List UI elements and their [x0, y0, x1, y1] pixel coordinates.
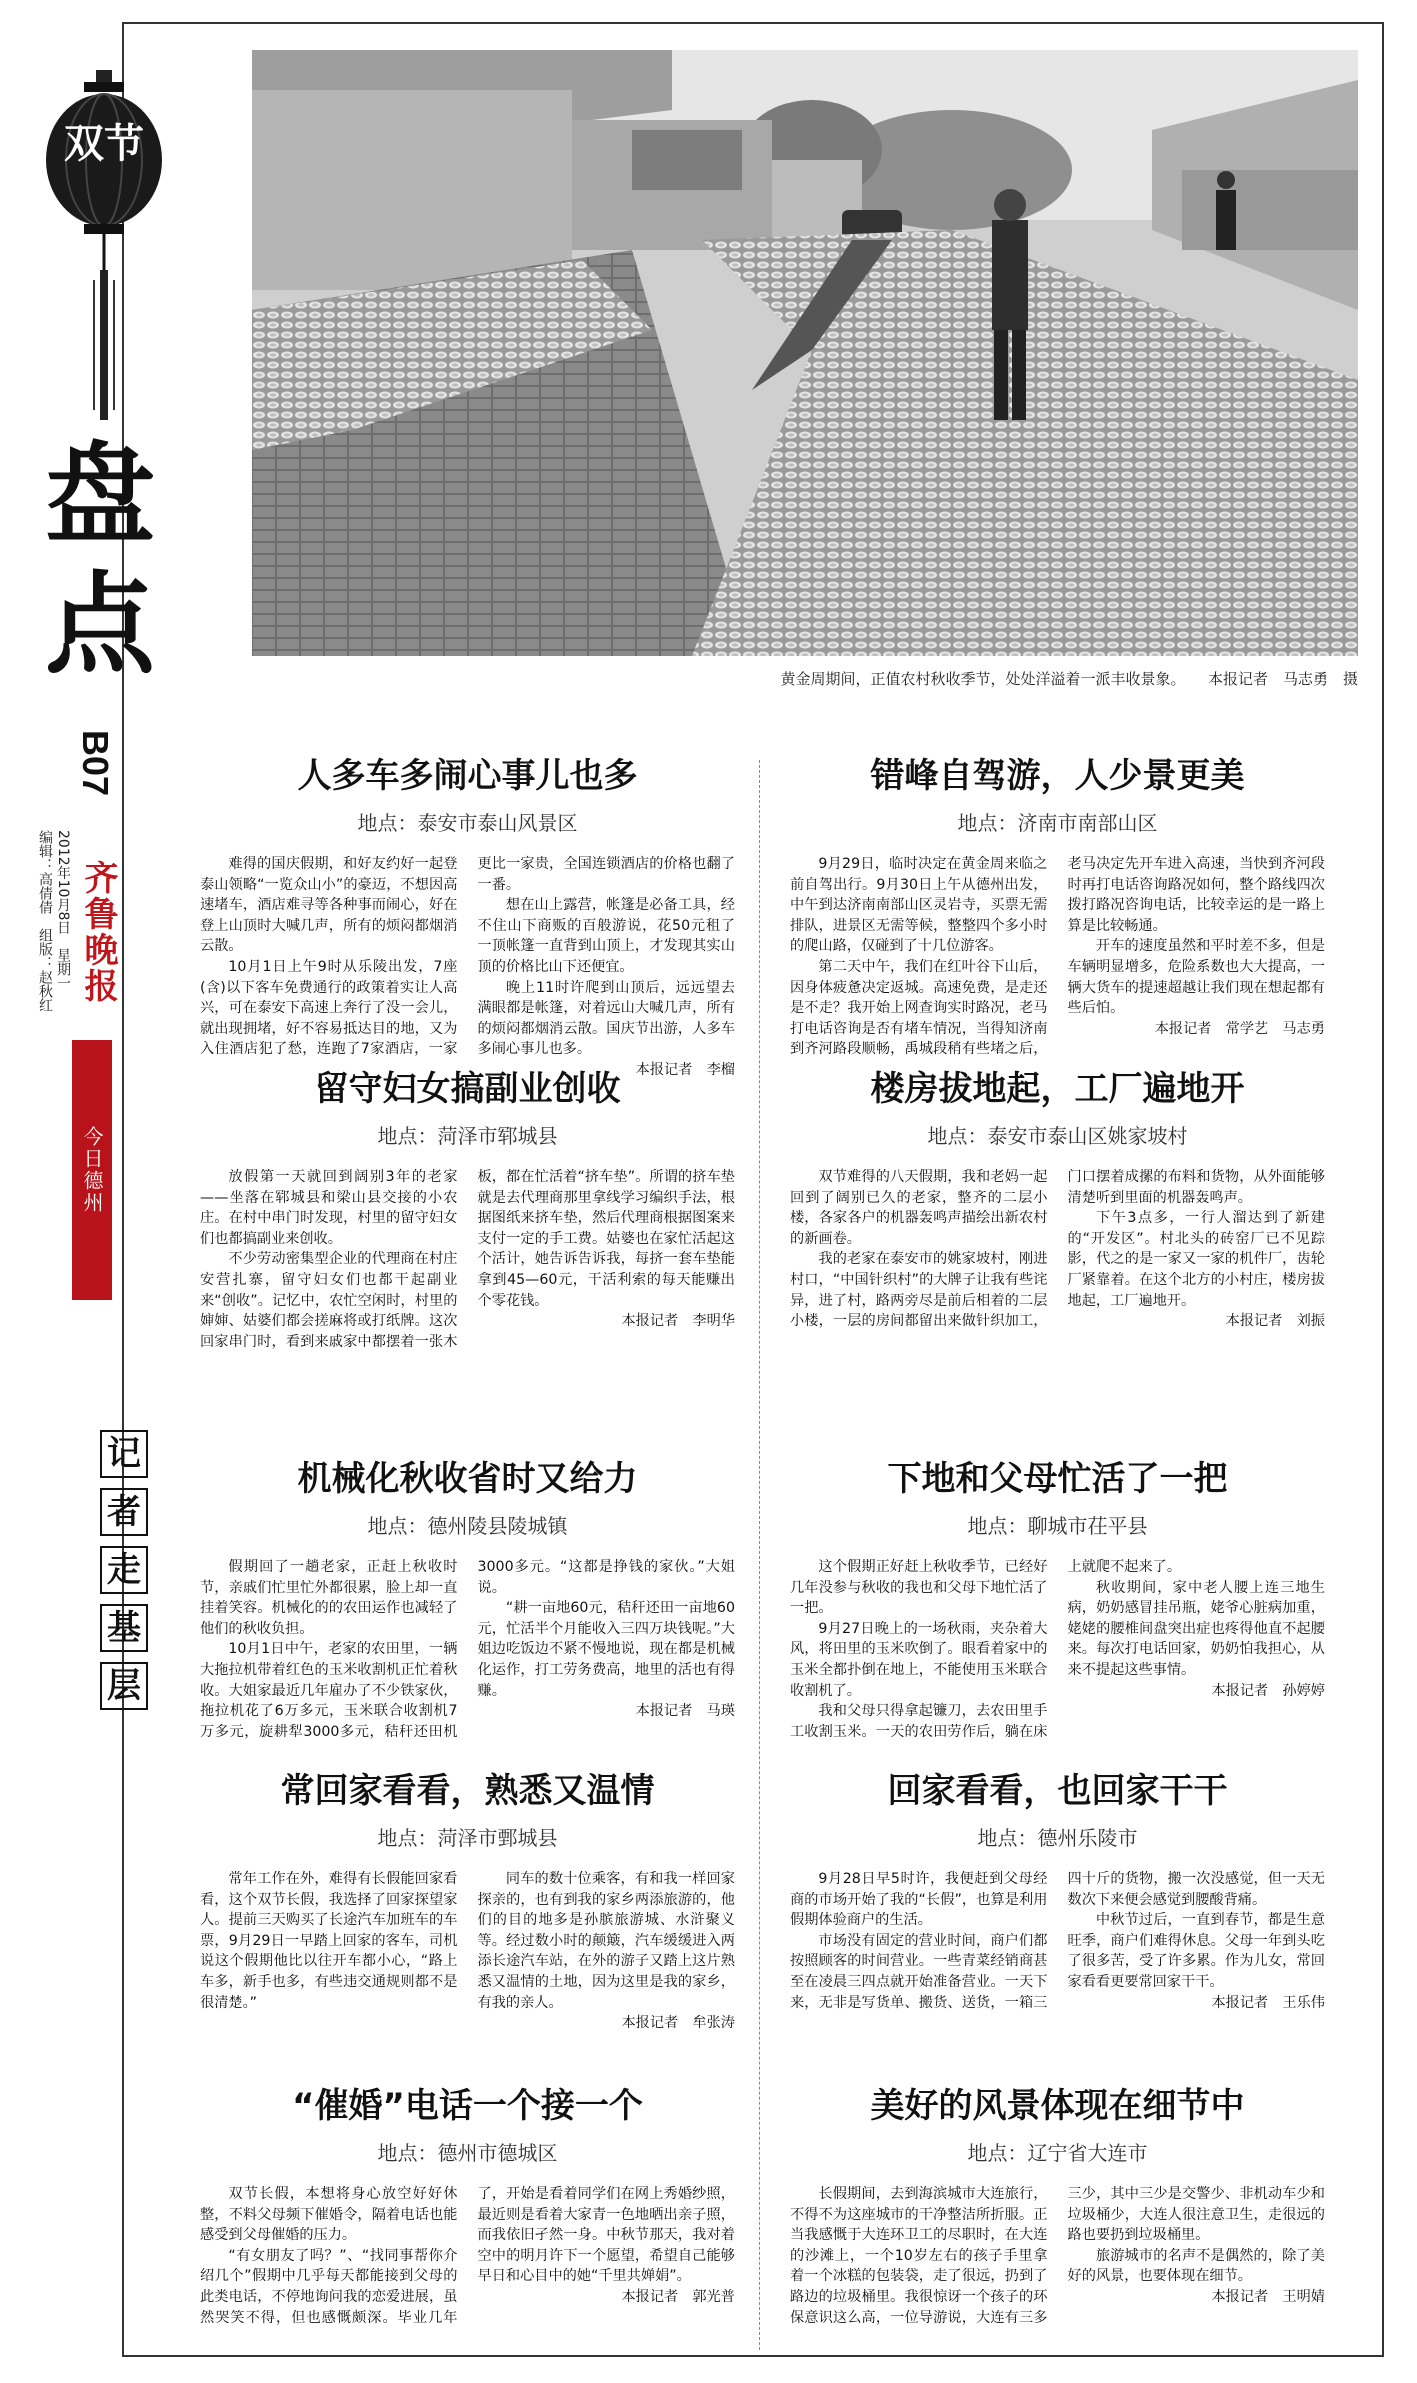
article-byline: 本报记者 郭光普 [621, 2288, 735, 2305]
article-paragraph: 9月28日早5时许，我便赶到父母经商的市场开始了我的“长假”，也算是利用假期体验商户的生活。 [790, 1871, 1048, 1929]
article-body [790, 1557, 1325, 1742]
article-location: 地点：德州陵县陵城镇 [367, 1514, 568, 1538]
brand-logo: 齐鲁晚报 [78, 860, 118, 1004]
article-paragraph: 我和父母只得拿起镰刀，去农田里手工收割玉米。一天的农田劳作后，躺在床上就爬不起来了。 [790, 1559, 1182, 1740]
column-title-char: 走 [100, 1546, 148, 1594]
article-title: 机械化秋收省时又给力 [297, 1459, 638, 1499]
date-line: 2012年10月8日 星期一 [55, 830, 71, 991]
article-paragraph: 放假第一天就回到阔别3年的老家——坐落在郓城县和梁山县交接的小农庄。在村中串门时发现，村里的留守妇女们也都搞副业来创收。 [200, 1169, 458, 1247]
article-body [790, 1869, 1325, 2013]
article-title: 留守妇女搞副业创收 [314, 1069, 621, 1109]
harvest-photo [252, 50, 1358, 656]
article-1 [790, 755, 1325, 1060]
article-body [790, 1167, 1325, 1332]
article-paragraph: 常年工作在外，难得有长假能回家看看，这个双节长假，我选择了回家探望家人。提前三天购买了长途汽车加班车的车票，9月29日一早踏上回家的客车，司机说这个假期他比以往开车都小心，“路上车多，新手也多，有些违交通规则都不是很清楚。” [200, 1871, 458, 2011]
article-location: 地点：菏泽市鄄城县 [377, 1826, 558, 1850]
photo-caption: 黄金周期间，正值农村秋收季节，处处洋溢着一派丰收景象。 本报记者 马志勇 摄 [780, 670, 1358, 688]
article-location: 地点：济南市南部山区 [957, 811, 1158, 835]
article-byline: 本报记者 常学艺 马志勇 [1154, 1020, 1325, 1037]
article-3 [790, 1068, 1325, 1332]
article-paragraph: 这个假期正好赶上秋收季节，已经好几年没参与秋收的我也和父母下地忙活了一把。 [790, 1559, 1048, 1617]
article-body [200, 2184, 735, 2328]
article-paragraph: 中秋节过后，一直到春节，都是生意旺季，商户们难得休息。父母一年到头吃了很多苦，受了许多累。作为儿女，常回家看看更要常回家干干。 [1067, 1912, 1325, 1990]
article-location: 地点：聊城市茌平县 [967, 1514, 1148, 1538]
article-title: 楼房拔地起，工厂遍地开 [870, 1069, 1245, 1109]
column-title [100, 1430, 150, 1720]
article-title: 下地和父母忙活了一把 [887, 1459, 1228, 1499]
article-body [790, 2184, 1325, 2328]
article-paragraph: 假期回了一趟老家，正赶上秋收时节，亲戚们忙里忙外都很累，脸上却一直挂着笑容。机械化的的农田运作也减轻了他们的秋收负担。 [200, 1559, 458, 1637]
editor-line: 编辑：高倩倩 组版：赵秋红 [37, 830, 53, 1012]
article-paragraph: 9月29日，临时决定在黄金周来临之前自驾出行。9月30日上午从德州出发，中午到达济南南部山区灵岩寺，买票无需排队，进景区无需等候，整整四个多小时的爬山路，仅碰到了十几位游客。 [790, 856, 1048, 955]
article-title: 人多车多闹心事儿也多 [297, 756, 638, 796]
article-title: 美好的风景体现在细节中 [870, 2086, 1245, 2126]
article-paragraph: 不少劳动密集型企业的代理商在村庄安营扎寨，留守妇女们也都干起副业来“创收”。记忆中，农忙空闲时，村里的婶婶、姑婆们都会搓麻将或打纸牌。这次回家串门时，看到来戚家中都摆着一张木板，都在忙活着“挤车垫”。所谓的挤车垫就是去代理商那里拿线学习编织手法，根据图纸来挤车垫，然后代理商根据图案来支付一定的手工费。姑婆也在家忙活起这个活计，她告诉告诉我，每挤一套车垫能拿到45—60元，干活利索的每天能赚出个零花钱。 [200, 1169, 735, 1350]
article-paragraph: “耕一亩地60元，秸秆还田一亩地60元，忙活半个月能收入三四万块钱呢。”大姐边吃饭边不紧不慢地说，现在都是机械化运作，打工劳务费高，地里的活也有得赚。 [477, 1600, 735, 1699]
article-5 [790, 1458, 1325, 1742]
article-paragraph: 下午3点多，一行人溜达到了新建的“开发区”。村北头的砖窑厂已不见踪影，代之的是一家又一家的机件厂，齿轮厂紧靠着。在这个北方的小村庄，楼房拔地起，工厂遍地开。 [1067, 1210, 1325, 1309]
article-paragraph: 秋收期间，家中老人腰上连三地生病，奶奶感冒挂吊瓶，姥爷心脏病加重，姥姥的腰椎间盘突出症也疼得他直不起腰来。每次打电话回家，奶奶怕我担心，从来不提起这些事情。 [1067, 1579, 1325, 1678]
article-title: “催婚”电话一个接一个 [292, 2086, 643, 2126]
column-title-char: 者 [100, 1488, 148, 1536]
article-title: 回家看看，也回家干干 [887, 1771, 1228, 1811]
article-byline: 本报记者 牟张涛 [621, 2015, 735, 2032]
article-byline: 本报记者 王乐伟 [1211, 1994, 1325, 2011]
article-paragraph: 第二天中午，我们在红叶谷下山后，因身体疲惫决定返城。高速免费，是走还是不走？我开始上网查询实时路况，老马打电话咨询是否有堵车情况，当得知济南到齐河路段顺畅，禹城段稍有些堵之后，老马决定先开车进入高速，当快到齐河段时再打电话咨询路况如何，整个路线四次拨打路况咨询电话，比较幸运的是一路上算是比较畅通。 [790, 856, 1325, 1058]
article-location: 地点：德州乐陵市 [977, 1826, 1138, 1850]
article-title: 常回家看看，熟悉又温情 [280, 1771, 655, 1811]
article-byline: 本报记者 马瑛 [635, 1703, 735, 1720]
section-title: 盘点 [45, 430, 155, 689]
article-paragraph: 旅游城市的名声不是偶然的，除了美好的风景，也要体现在细节。 [1067, 2247, 1325, 2285]
article-location: 地点：菏泽市郓城县 [377, 1124, 558, 1148]
lantern-text: 双节 [64, 120, 144, 167]
page-number: B07 [75, 730, 116, 797]
article-byline: 本报记者 王明婧 [1211, 2288, 1325, 2305]
article-paragraph: 长假期间，去到海滨城市大连旅行，不得不为这座城市的干净整洁所折服。正当我感慨于大连环卫工的尽职时，在大连的沙滩上，一个10岁左右的孩子手里拿着一个冰糕的包装袋，走了很远，扔到了路边的垃圾桶里。我很惊讶一个孩子的环保意识这么高，一位导游说，大连有三多三少，其中三少是交警少、非机动车少和垃圾桶少，大连人很注意卫生，走很远的路也要扔到垃圾桶里。 [790, 2186, 1325, 2326]
article-paragraph: “有女朋友了吗？”、“找同事帮你介绍几个”假期中几乎每天都能接到父母的此类电话，不停地询问我的恋爱进展，虽然哭笑不得，但也感慨颇深。毕业几年了，开始是看着同学们在网上秀婚纱照，最近则是看着大家青一色地晒出亲子照，而我依旧孑然一身。中秋节那天，我对着空中的明月许下一个愿望，希望自己能够早日和心目中的她“千里共婵娟”。 [200, 2186, 735, 2326]
column-title-char: 基 [100, 1604, 148, 1652]
article-body [200, 1869, 735, 2034]
article-paragraph: 开车的速度虽然和平时差不多，但是车辆明显增多，危险系数也大大提高，一辆大货车的提速超越让我们现在想起都有些后怕。 [1067, 938, 1325, 1017]
article-title: 错峰自驾游，人少景更美 [870, 756, 1245, 796]
article-location: 地点：德州市德城区 [377, 2141, 558, 2165]
article-paragraph: 双节难得的八天假期，我和老妈一起回到了阔别已久的老家，整齐的二层小楼，各家各户的机器轰鸣声描绘出新农村的新画卷。 [790, 1169, 1048, 1247]
article-2 [200, 1068, 735, 1352]
article-0 [200, 755, 735, 1081]
article-paragraph: 我的老家在泰安市的姚家坡村，刚进村口，“中国针织村”的大牌子让我有些诧异，进了村，路两旁尽是前后相着的二层小楼，一层的房间都留出来做针织加工，门口摆着成摞的布料和货物，从外面能够清楚听到里面的机器轰鸣声。 [790, 1169, 1325, 1330]
article-6 [200, 1770, 735, 2034]
article-byline: 本报记者 李榴 [635, 1061, 735, 1078]
article-paragraph: 10月1日中午，老家的农田里，一辆大拖拉机带着红色的玉米收割机正忙着秋收。大姐家最近几年雇办了不少铁家伙，拖拉机花了6万多元，玉米联合收割机7万多元，旋耕犁3000多元，秸秆还田机3000多元。“这都是挣钱的家伙。”大姐说。 [200, 1559, 735, 1740]
article-body [200, 1167, 735, 1352]
article-8 [200, 2085, 735, 2328]
column-title-char: 记 [100, 1430, 148, 1478]
article-paragraph: 想在山上露营，帐篷是必备工具，经不住山下商贩的百般游说，花50元租了一顶帐篷一直背到山顶上，才发现其实山顶的价格比山下还便宜。 [477, 897, 735, 975]
article-7 [790, 1770, 1325, 2013]
article-byline: 本报记者 孙婷婷 [1211, 1682, 1325, 1699]
local-edition-tag: 今日德州 [72, 1040, 112, 1300]
article-4 [200, 1458, 735, 1742]
article-paragraph: 同车的数十位乘客，有和我一样回家探亲的，也有到我的家乡两添旅游的，他们的目的地多是孙膑旅游城、水浒聚义等。经过数小时的颠簸，汽车缓缓进入两添长途汽车站，在外的游子又踏上这片熟悉又温情的土地，因为这里是我的家乡，有我的亲人。 [477, 1871, 735, 2011]
article-location: 地点：辽宁省大连市 [967, 2141, 1148, 2165]
article-paragraph: 10月1日上午9时从乐陵出发，7座(含)以下客车免费通行的政策着实让人高兴，可在泰安下高速上奔行了没一会儿，就出现拥堵，好不容易抵达目的地，又为入住酒店犯了愁，连跑了7家酒店，一家更比一家贵，全国连锁酒店的价格也翻了一番。 [200, 856, 735, 1058]
article-paragraph: 双节长假，本想将身心放空好好休整，不料父母频下催婚令，隔着电话也能感受到父母催婚的压力。 [200, 2186, 458, 2244]
article-paragraph: 9月27日晚上的一场秋雨，夹杂着大风，将田里的玉米吹倒了。眼看着家中的玉米全都扑倒在地上，不能使用玉米联合收割机了。 [790, 1620, 1048, 1699]
article-body [200, 1557, 735, 1742]
column-divider [759, 760, 760, 2350]
article-paragraph: 难得的国庆假期，和好友约好一起登泰山领略“一览众山小”的豪迈，不想因高速堵车，酒店难寻等各种事而闹心，好在登上山顶时大喊几声，所有的烦闷都烟消云散。 [200, 856, 458, 955]
article-body [200, 854, 735, 1081]
column-title-char: 层 [100, 1662, 148, 1710]
article-body [790, 854, 1325, 1060]
article-location: 地点：泰安市泰山区姚家坡村 [927, 1124, 1188, 1148]
article-paragraph: 市场没有固定的营业时间，商户们都按照顾客的时间营业。一些青菜经销商甚至在凌晨三四点就开始准备营业。一天下来，无非是写货单、搬货、送货，一箱三四十斤的货物，搬一次没感觉，但一天无数次下来便会感觉到腰酸背痛。 [790, 1871, 1325, 2011]
article-byline: 本报记者 李明华 [621, 1313, 735, 1330]
article-9 [790, 2085, 1325, 2328]
article-location: 地点：泰安市泰山风景区 [357, 811, 578, 835]
article-byline: 本报记者 刘振 [1225, 1313, 1325, 1330]
article-paragraph: 晚上11时许爬到山顶后，远远望去满眼都是帐篷，对着远山大喊几声，所有的烦闷都烟消云散。国庆节出游，人多车多闹心事儿也多。 [477, 979, 735, 1058]
